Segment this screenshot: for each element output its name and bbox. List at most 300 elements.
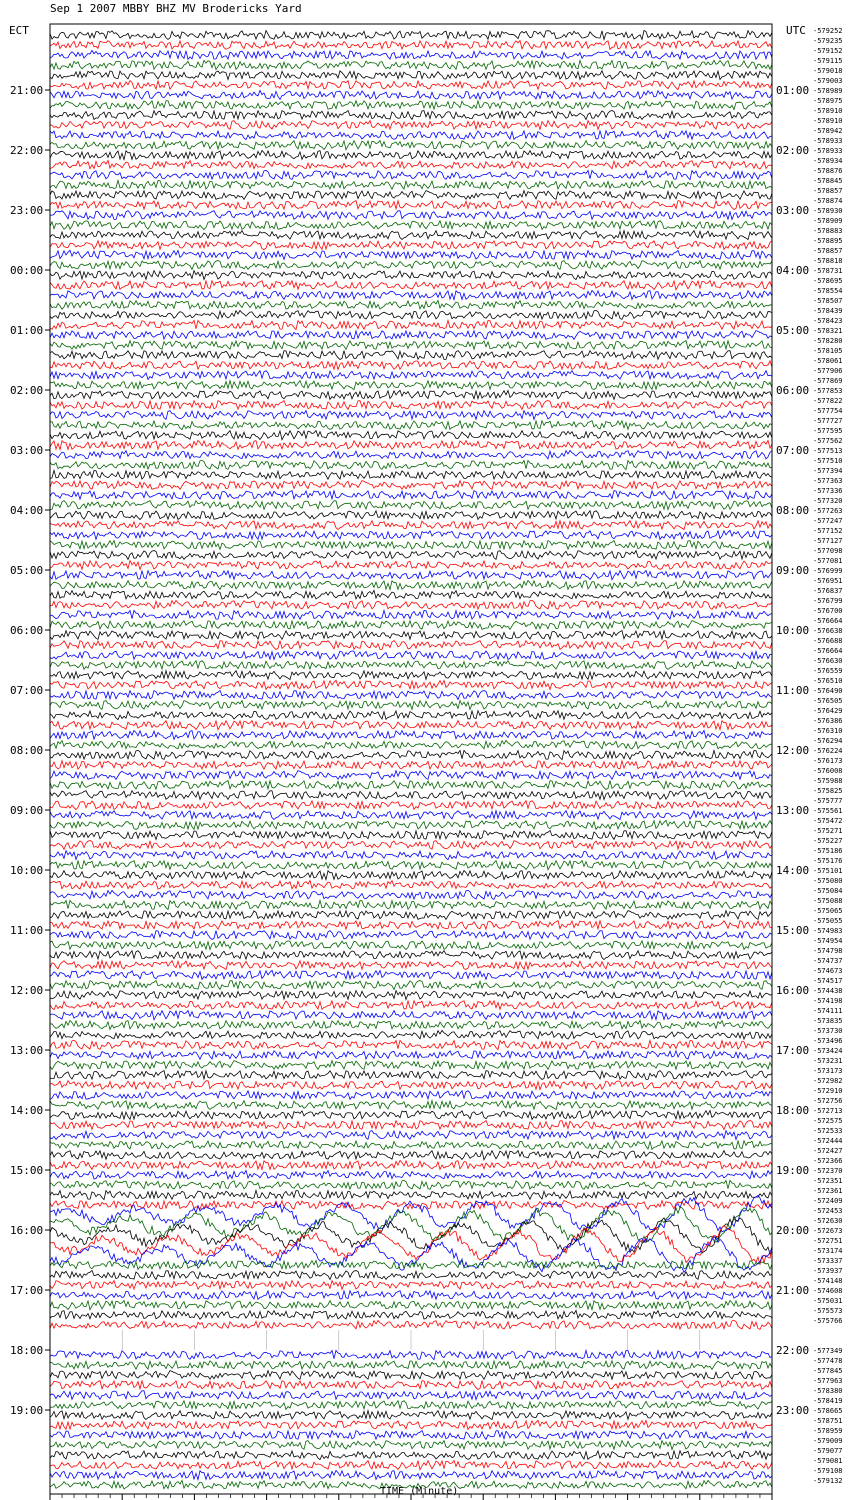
row-value-label: -577963 [813,1377,843,1385]
trace-row [50,600,772,609]
right-hour-label: 07:00 [776,444,810,457]
row-value-label: -573231 [813,1057,843,1065]
right-hour-label: 18:00 [776,1104,810,1117]
trace-row [50,361,772,370]
row-value-label: -578423 [813,317,843,325]
left-timezone-label: ECT [9,24,29,37]
trace-row [50,1101,772,1110]
left-hour-label: 10:00 [10,864,44,877]
right-hour-label: 02:00 [776,144,810,157]
row-value-label: -579018 [813,67,843,75]
right-hour-label: 15:00 [776,924,810,937]
trace-row [50,1431,772,1440]
row-value-label: -572713 [813,1107,843,1115]
row-value-label: -575080 [813,877,843,885]
row-value-label: -574198 [813,997,843,1005]
trace-row [50,610,772,619]
seismic-traces [50,31,772,1489]
row-value-label: -578934 [813,157,843,165]
row-value-label: -572751 [813,1237,843,1245]
trace-row [50,1271,772,1280]
left-hour-label: 15:00 [10,1164,44,1177]
row-value-label: -579252 [813,27,843,35]
trace-row [50,491,772,500]
row-value-label: -577394 [813,467,843,475]
row-value-label: -576505 [813,697,843,705]
row-value-label: -578910 [813,107,843,115]
trace-row [50,300,772,309]
row-value-label: -578731 [813,267,843,275]
left-hour-label: 14:00 [10,1104,44,1117]
trace-row [50,401,772,410]
left-hour-label: 22:00 [10,144,44,157]
row-value-label: -577595 [813,427,843,435]
trace-row [50,1281,772,1290]
row-value-label: -577098 [813,547,843,555]
trace-row [50,1031,772,1040]
trace-row [50,351,772,360]
trace-row [50,261,772,270]
row-value-label: -572756 [813,1097,843,1105]
left-hour-label: 06:00 [10,624,44,637]
row-value-label: -579152 [813,47,843,55]
trace-row [50,871,772,880]
trace-row [50,111,772,120]
trace-row [50,1471,772,1480]
trace-row [50,1451,772,1460]
left-hour-label: 08:00 [10,744,44,757]
trace-row [50,31,772,40]
trace-row [50,541,772,550]
trace-row [50,1061,772,1070]
trace-row [50,771,772,780]
trace-row [50,451,772,460]
row-value-label: -577247 [813,517,843,525]
row-value-label: -572575 [813,1117,843,1125]
trace-row [50,320,772,329]
trace-row [50,1411,772,1420]
row-value-label: -576999 [813,567,843,575]
left-hour-label: 21:00 [10,84,44,97]
row-value-label: -577263 [813,507,843,515]
trace-row [50,1190,772,1199]
row-value-label: -574517 [813,977,843,985]
row-value-label: -576638 [813,627,843,635]
row-value-label: -576799 [813,597,843,605]
right-timezone-label: UTC [786,24,806,37]
row-value-label: -577754 [813,407,843,415]
row-value-label: -575573 [813,1307,843,1315]
row-value-label: -574737 [813,957,843,965]
trace-row [50,1051,772,1060]
trace-row [50,661,772,670]
trace-row [50,841,772,850]
row-value-label: -573835 [813,1017,843,1025]
trace-row [50,961,772,970]
trace-row [50,141,772,150]
trace-row [50,581,772,590]
row-value-label: -574148 [813,1277,843,1285]
trace-row [50,1071,772,1080]
row-value-label: -573424 [813,1047,843,1055]
row-value-label: -575088 [813,897,843,905]
trace-row [50,1461,772,1470]
trace-row [50,501,772,510]
trace-row [50,951,772,960]
row-value-label: -578695 [813,277,843,285]
row-value-label: -576429 [813,707,843,715]
trace-row [50,991,772,1000]
trace-row [50,671,772,680]
row-value-label: -577562 [813,437,843,445]
trace-row [50,50,772,59]
row-value-label: -574798 [813,947,843,955]
row-value-label: -578280 [813,337,843,345]
left-hour-labels [10,84,50,1417]
row-value-label: -576294 [813,737,843,745]
trace-row [50,1371,772,1380]
row-value-labels [813,27,843,1485]
trace-row [50,291,772,300]
row-value-label: -575084 [813,887,843,895]
row-value-label: -577845 [813,1367,843,1375]
row-value-label: -578751 [813,1417,843,1425]
right-hour-label: 05:00 [776,324,810,337]
row-value-label: -577727 [813,417,843,425]
trace-row [50,750,772,759]
trace-row [50,970,772,979]
trace-row [50,1441,772,1450]
trace-row [50,101,772,110]
left-hour-label: 01:00 [10,324,44,337]
row-value-label: -579235 [813,37,843,45]
trace-row [50,381,772,390]
row-value-label: -572427 [813,1147,843,1155]
trace-row [50,721,772,730]
trace-row [50,680,772,689]
trace-row [50,761,772,770]
row-value-label: -573496 [813,1037,843,1045]
row-value-label: -576310 [813,727,843,735]
trace-row [50,981,772,990]
trace-row [50,1195,772,1232]
row-value-label: -577127 [813,537,843,545]
row-value-label: -576700 [813,607,843,615]
row-value-label: -577510 [813,457,843,465]
left-hour-label: 05:00 [10,564,44,577]
trace-row [50,590,772,599]
trace-row [50,191,772,200]
row-value-label: -577081 [813,557,843,565]
row-value-label: -575271 [813,827,843,835]
trace-row [50,281,772,290]
row-value-label: -575031 [813,1297,843,1305]
row-value-label: -578321 [813,327,843,335]
right-hour-label: 16:00 [776,984,810,997]
right-hour-label: 21:00 [776,1284,810,1297]
row-value-label: -578554 [813,287,843,295]
trace-row [50,1420,772,1429]
trace-row [50,1121,772,1130]
row-value-label: -574608 [813,1287,843,1295]
trace-row [50,941,772,950]
right-hour-label: 13:00 [776,804,810,817]
row-value-label: -578105 [813,347,843,355]
trace-row [50,730,772,739]
trace-row [50,1131,772,1140]
trace-row [50,831,772,840]
trace-row [50,170,772,179]
trace-row [50,511,772,520]
trace-row [50,341,772,350]
trace-row [50,911,772,920]
right-hour-labels [776,84,809,1417]
trace-row [50,530,772,539]
row-value-label: -577320 [813,497,843,505]
trace-row [50,890,772,899]
trace-row [50,900,772,909]
trace-row [50,1020,772,1029]
trace-row [50,1401,772,1410]
row-value-label: -578883 [813,227,843,235]
row-value-label: -577822 [813,397,843,405]
row-value-label: -572630 [813,1217,843,1225]
trace-row [50,1310,772,1319]
left-hour-label: 03:00 [10,444,44,457]
trace-row [50,621,772,630]
trace-row [50,211,772,220]
right-hour-label: 01:00 [776,84,810,97]
row-value-label: -575472 [813,817,843,825]
row-value-label: -572910 [813,1087,843,1095]
trace-row [50,460,772,469]
row-value-label: -578507 [813,297,843,305]
trace-row [50,851,772,860]
left-hour-label: 13:00 [10,1044,44,1057]
right-hour-label: 09:00 [776,564,810,577]
row-value-label: -577869 [813,377,843,385]
left-hour-label: 09:00 [10,804,44,817]
row-value-label: -578933 [813,147,843,155]
row-value-label: -575777 [813,797,843,805]
row-value-label: -574438 [813,987,843,995]
row-value-label: -576510 [813,677,843,685]
row-value-label: -572673 [813,1227,843,1235]
left-hour-label: 19:00 [10,1404,44,1417]
trace-row [50,1110,772,1119]
row-value-label: -575766 [813,1317,843,1325]
trace-row [50,801,772,810]
left-hour-label: 11:00 [10,924,44,937]
trace-row [50,521,772,530]
row-value-label: -572982 [813,1077,843,1085]
trace-row [50,481,772,490]
row-value-label: -576688 [813,637,843,645]
row-value-label: -576008 [813,767,843,775]
row-value-label: -577513 [813,447,843,455]
trace-row [50,201,772,210]
trace-row [50,1260,772,1269]
right-hour-label: 12:00 [776,744,810,757]
trace-row [50,741,772,750]
trace-row [50,791,772,800]
left-hour-label: 04:00 [10,504,44,517]
trace-row [50,1091,772,1100]
row-value-label: -576559 [813,667,843,675]
row-value-label: -574954 [813,937,843,945]
left-hour-label: 18:00 [10,1344,44,1357]
row-value-label: -579108 [813,1467,843,1475]
trace-row [50,121,772,130]
row-value-label: -578942 [813,127,843,135]
trace-row [50,310,772,319]
trace-row [50,1180,772,1189]
right-hour-label: 22:00 [776,1344,810,1357]
trace-row [50,861,772,870]
row-value-label: -572370 [813,1167,843,1175]
row-value-label: -575988 [813,777,843,785]
trace-row [50,231,772,240]
row-value-label: -573174 [813,1247,843,1255]
row-value-label: -575561 [813,807,843,815]
trace-row [50,90,772,99]
row-value-label: -577853 [813,387,843,395]
row-value-label: -573337 [813,1257,843,1265]
trace-row [50,81,772,90]
trace-row [50,1381,772,1390]
left-hour-label: 12:00 [10,984,44,997]
row-value-label: -572444 [813,1137,843,1145]
trace-row [50,1170,772,1179]
trace-row [50,1141,772,1150]
row-value-label: -578874 [813,197,843,205]
trace-row [50,1350,772,1359]
row-value-label: -575227 [813,837,843,845]
row-value-label: -572366 [813,1157,843,1165]
row-value-label: -576490 [813,687,843,695]
right-hour-label: 06:00 [776,384,810,397]
trace-row [50,551,772,560]
trace-row [50,221,772,230]
row-value-label: -578419 [813,1397,843,1405]
trace-row [50,1208,772,1243]
row-value-label: -578876 [813,167,843,175]
trace-row [50,250,772,259]
trace-row [50,1081,772,1090]
row-value-label: -578380 [813,1387,843,1395]
row-value-label: -575065 [813,907,843,915]
left-hour-label: 00:00 [10,264,44,277]
trace-row [50,71,772,80]
row-value-label: -579009 [813,1437,843,1445]
trace-row [50,781,772,790]
trace-row [50,470,772,479]
row-value-label: -572533 [813,1127,843,1135]
trace-row [50,160,772,169]
row-value-label: -578665 [813,1407,843,1415]
row-value-label: -575825 [813,787,843,795]
row-value-label: -578910 [813,117,843,125]
row-value-label: -578845 [813,177,843,185]
row-value-label: -575055 [813,917,843,925]
trace-row [50,701,772,710]
row-value-label: -572453 [813,1207,843,1215]
row-value-label: -576951 [813,577,843,585]
row-value-label: -575101 [813,867,843,875]
trace-row [50,641,772,650]
left-hour-label: 07:00 [10,684,44,697]
trace-row [50,631,772,640]
row-value-label: -577478 [813,1357,843,1365]
trace-row [50,921,772,930]
x-axis-label: TIME (Minute) [380,1486,459,1497]
right-hour-label: 20:00 [776,1224,810,1237]
right-hour-label: 11:00 [776,684,810,697]
trace-row [50,1320,772,1329]
row-value-label: -573173 [813,1067,843,1075]
right-hour-label: 23:00 [776,1404,810,1417]
row-value-label: -577152 [813,527,843,535]
row-value-label: -578959 [813,1427,843,1435]
row-value-label: -577363 [813,477,843,485]
row-value-label: -579115 [813,57,843,65]
row-value-label: -576664 [813,647,843,655]
trace-row [50,411,772,420]
row-value-label: -576664 [813,617,843,625]
trace-row [50,561,772,570]
row-value-label: -578818 [813,257,843,265]
trace-row [50,1161,772,1170]
row-value-label: -572361 [813,1187,843,1195]
right-hour-label: 17:00 [776,1044,810,1057]
trace-row [50,820,772,829]
row-value-label: -574673 [813,967,843,975]
trace-row [50,1151,772,1160]
trace-row [50,241,772,250]
row-value-label: -572409 [813,1197,843,1205]
right-hour-label: 14:00 [776,864,810,877]
row-value-label: -578857 [813,187,843,195]
trace-row [50,691,772,700]
trace-row [50,651,772,660]
trace-row [50,880,772,889]
trace-row [50,1040,772,1049]
row-value-label: -578975 [813,97,843,105]
row-value-label: -578061 [813,357,843,365]
row-value-label: -576630 [813,657,843,665]
row-value-label: -579132 [813,1477,843,1485]
trace-row [50,571,772,580]
right-hour-label: 10:00 [776,624,810,637]
row-value-label: -576173 [813,757,843,765]
trace-row [50,1301,772,1310]
trace-row [50,131,772,140]
row-value-label: -574983 [813,927,843,935]
row-value-label: -574111 [813,1007,843,1015]
left-hour-label: 23:00 [10,204,44,217]
trace-row [50,1291,772,1300]
row-value-label: -577336 [813,487,843,495]
trace-row [50,1391,772,1400]
trace-row [50,431,772,440]
trace-row [50,271,772,280]
row-value-label: -576837 [813,587,843,595]
row-value-label: -575176 [813,857,843,865]
left-hour-label: 16:00 [10,1224,44,1237]
row-value-label: -578439 [813,307,843,315]
right-hour-label: 08:00 [776,504,810,517]
row-value-label: -578909 [813,217,843,225]
